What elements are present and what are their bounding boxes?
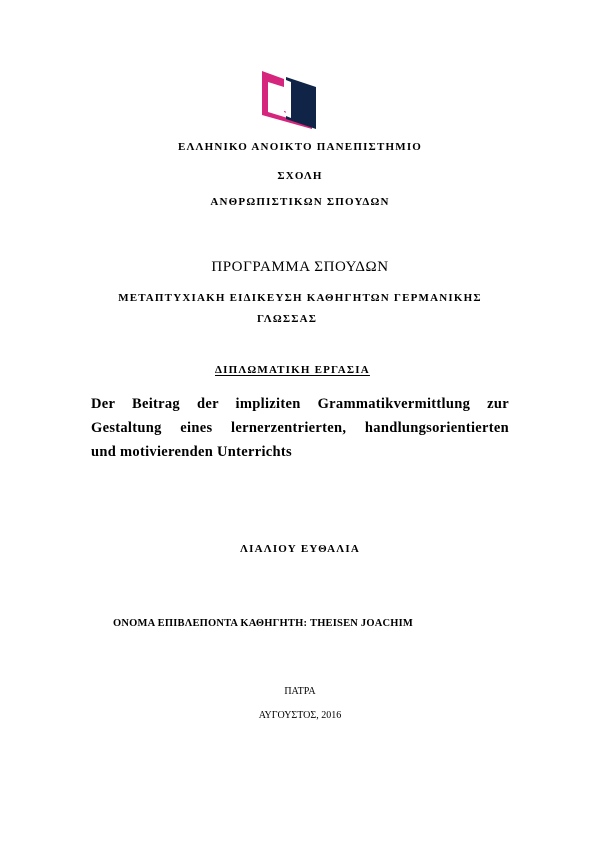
author-name: ΛΙΑΛΙΟΥ ΕΥΘΑΛΙΑ [240, 543, 360, 555]
program-name-line-2: ΓΛΩΣΣΑΣ [257, 313, 318, 325]
supervisor-line: ΟΝΟΜΑ ΕΠΙΒΛΕΠΟΝΤΑ ΚΑΘΗΓΗΤΗ: THEISEN JOACHIM [113, 618, 414, 629]
university-name: ΕΛΛΗΝΙΚΟ ΑΝΟΙΚΤΟ ΠΑΝΕΠΙΣΤΗΜΙΟ [177, 141, 423, 153]
program-label: ΠΡΟΓΡΑΜΜΑ ΣΠΟΥΔΩΝ [211, 259, 389, 275]
date: ΑΥΓΟΥΣΤΟΣ, 2016 [258, 710, 342, 721]
thesis-title-line-1: Der Beitrag der impliziten Grammatikvermittlung zur [91, 396, 509, 412]
thesis-label: ΔΙΠΛΩΜΑΤΙΚΗ ΕΡΓΑΣΙΑ [215, 364, 370, 376]
school-label: ΣΧΟΛΗ [277, 170, 323, 182]
thesis-title-line-2: Gestaltung eines lernerzentrierten, handlungsorientierten [91, 420, 509, 436]
school-name: ΑΝΘΡΩΠΙΣΤΙΚΩΝ ΣΠΟΥΔΩΝ [210, 196, 390, 208]
program-name-line-1: ΜΕΤΑΠΤΥΧΙΑΚΗ ΕΙΔΙΚΕΥΣΗ ΚΑΘΗΓΗΤΩΝ ΓΕΡΜΑΝΙΚΗΣ [118, 292, 482, 304]
university-logo-icon [262, 71, 316, 129]
thesis-title-line-3: und motivierenden Unterrichts [91, 444, 292, 460]
logo-white-bar [286, 80, 291, 118]
city: ΠΑΤΡΑ [284, 686, 316, 697]
